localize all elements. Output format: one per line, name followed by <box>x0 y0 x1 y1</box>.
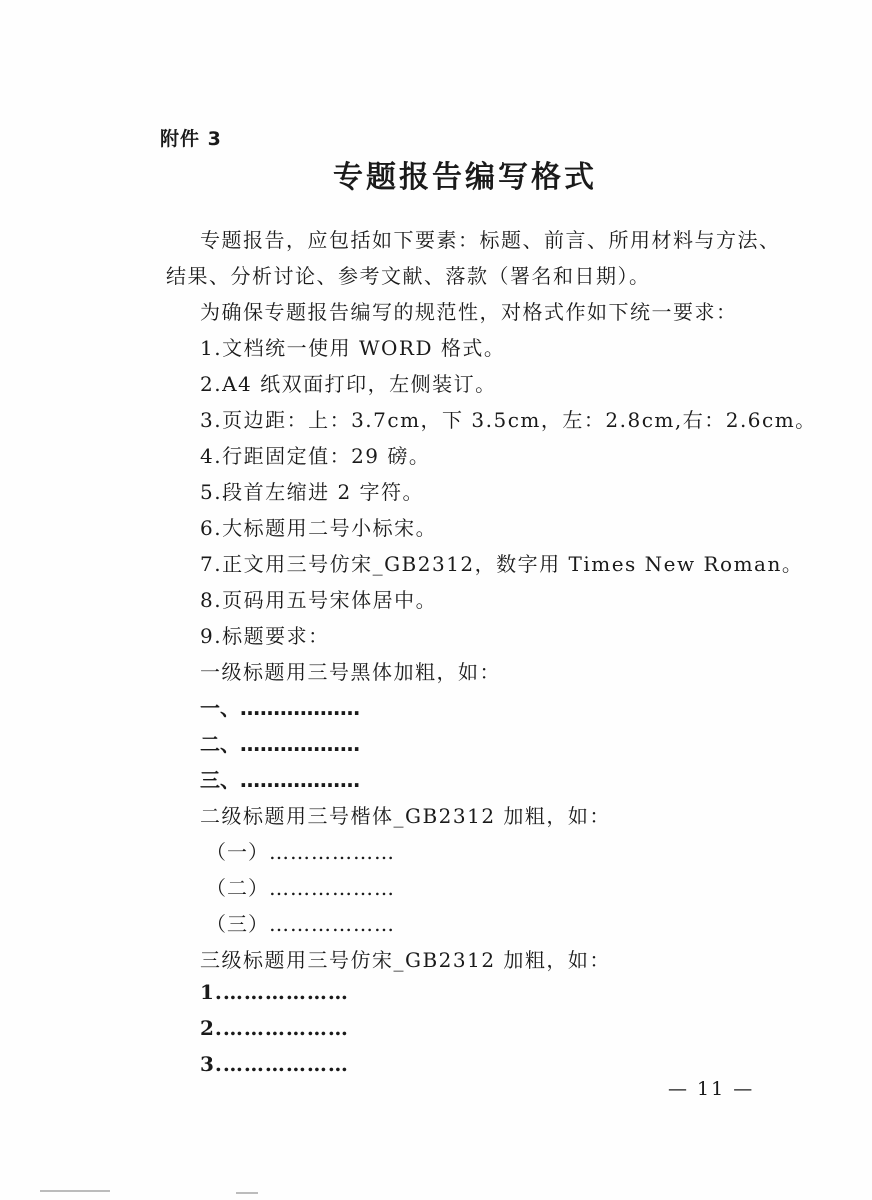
level2-example: （二）……………… <box>206 876 395 900</box>
level1-label: 一级标题用三号黑体加粗，如： <box>200 660 501 684</box>
level1-example: 三、……………… <box>200 768 360 792</box>
level3-example: 1.……………… <box>200 980 349 1004</box>
level1-example: 二、……………… <box>200 732 360 756</box>
intro-line-3: 为确保专题报告编写的规范性，对格式作如下统一要求： <box>200 300 738 324</box>
attachment-label: 附件 3 <box>160 128 222 150</box>
rule-1: 1.文档统一使用 WORD 格式。 <box>200 336 506 360</box>
document-title: 专题报告编写格式 <box>333 160 597 195</box>
rule-3: 3.页边距：上：3.7cm，下 3.5cm，左：2.8cm,右：2.6cm。 <box>200 408 817 432</box>
level1-example: 一、……………… <box>200 696 360 720</box>
intro-line-2: 结果、分析讨论、参考文献、落款（署名和日期）。 <box>166 264 651 288</box>
rule-4: 4.行距固定值：29 磅。 <box>200 444 431 468</box>
intro-line-1: 专题报告，应包括如下要素：标题、前言、所用材料与方法、 <box>200 228 781 252</box>
level3-example: 2.……………… <box>200 1016 349 1040</box>
level2-example: （一）……………… <box>206 840 395 864</box>
level2-example: （三）……………… <box>206 912 395 936</box>
level3-label: 三级标题用三号仿宋_GB2312 加粗，如： <box>200 948 611 972</box>
scan-artifact <box>236 1192 258 1194</box>
rule-8: 8.页码用五号宋体居中。 <box>200 588 438 612</box>
scan-artifact <box>40 1190 110 1192</box>
level3-example: 3.……………… <box>200 1052 349 1076</box>
rule-2: 2.A4 纸双面打印，左侧装订。 <box>200 372 497 396</box>
rule-5: 5.段首左缩进 2 字符。 <box>200 480 425 504</box>
level2-label: 二级标题用三号楷体_GB2312 加粗，如： <box>200 804 611 828</box>
page-number: — 11 — <box>668 1078 755 1100</box>
rule-6: 6.大标题用二号小标宋。 <box>200 516 438 540</box>
rule-7: 7.正文用三号仿宋_GB2312，数字用 Times New Roman。 <box>200 552 804 576</box>
rule-9: 9.标题要求： <box>200 624 330 648</box>
